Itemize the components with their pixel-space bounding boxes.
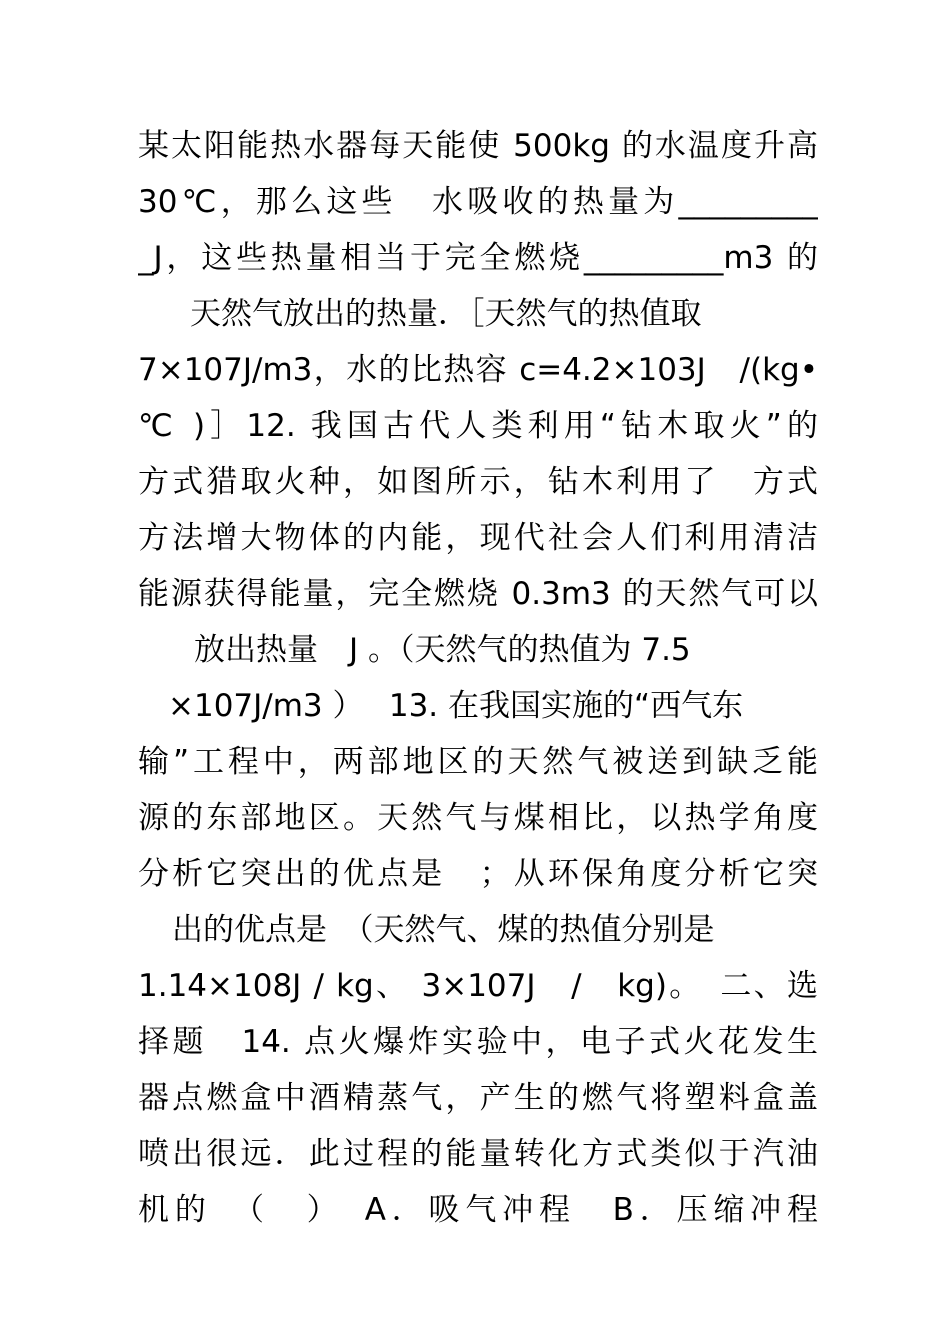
text-line: 天然气放出的热量．［天然气的热值取 xyxy=(190,296,702,332)
text-line: 输”工程中，两部地区的天然气被送到缺乏能 xyxy=(138,744,818,780)
text-line: 能源获得能量，完全燃烧 0.3m3 的天然气可以 xyxy=(138,576,818,612)
text-line: 择题 14. 点火爆炸实验中，电子式火花发生 xyxy=(138,1024,818,1060)
document-body xyxy=(138,118,818,1238)
text-line: 方法增大物体的内能，现代社会人们利用清洁 xyxy=(138,520,818,556)
text-line: 机的 （ ） A．吸气冲程 B．压缩冲程 xyxy=(138,1192,818,1228)
text-line: 源的东部地区。天然气与煤相比，以热学角度 xyxy=(138,800,818,836)
text-line: 7×107J/m3，水的比热容 c=4.2×103J /(kg• xyxy=(138,352,818,388)
text-line: 30℃，那么这些 水吸收的热量为_________ xyxy=(138,184,818,220)
text-line: 出的优点是 （天然气、煤的热值分别是 xyxy=(172,912,715,948)
text-line: ×107J/m3 ） 13. 在我国实施的“西气东 xyxy=(168,688,744,724)
text-line: ℃ )］12. 我国古代人类利用“钻木取火”的 xyxy=(138,408,818,444)
text-line: 器点燃盒中酒精蒸气，产生的燃气将塑料盒盖 xyxy=(138,1080,818,1116)
text-line: 1.14×108J / kg、 3×107J / kg)。 二、选 xyxy=(138,968,818,1004)
text-line: 方式猎取火种，如图所示，钻木利用了 方式 xyxy=(138,464,818,500)
text-line: 放出热量 J 。（天然气的热值为 7.5 xyxy=(194,632,691,668)
text-line: _J，这些热量相当于完全燃烧_________m3 的 xyxy=(138,240,818,276)
text-line: 分析它突出的优点是 ；从环保角度分析它突 xyxy=(138,856,818,892)
text-line: 某太阳能热水器每天能使 500kg 的水温度升高 xyxy=(138,128,818,164)
text-line: 喷出很远．此过程的能量转化方式类似于汽油 xyxy=(138,1136,818,1172)
